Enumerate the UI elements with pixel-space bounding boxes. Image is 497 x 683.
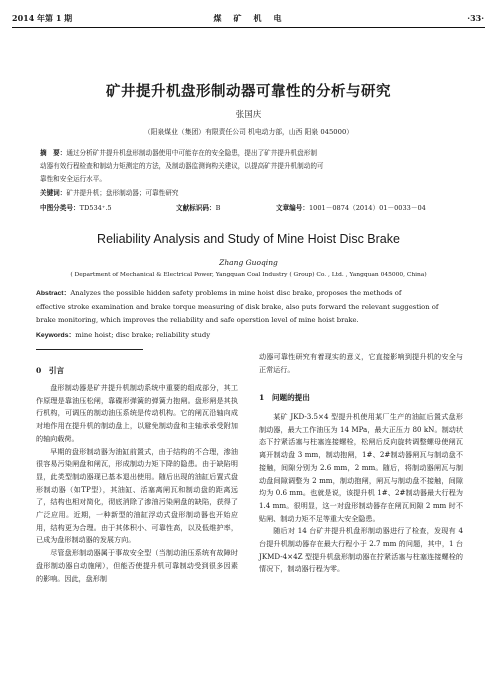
article-number-value: 1001－0874（2014）01－0033－04: [308, 204, 426, 212]
paragraph: 随后对 14 台矿井提升机盘形制动器进行了检查，发现有 4 台提升机制动器存在最大行程小于 2.7 mm 的问题，其中，1 台 JKMD-4×4Z 型提升机盘形制动器在拧紧活塞与柱塞连接螺栓的情况下，制动器行程为零。: [259, 526, 463, 574]
header-issue: 2014 年第 1 期: [12, 13, 73, 23]
affiliation-en: ( Department of Mechanical & Electrical Power, Yangquan Coal Industry ( Group) Co. , Ltd. , Yangquan 045000, China): [70, 272, 427, 278]
section-1-title: 1 问题的提出: [259, 393, 310, 402]
right-column-intro: [259, 351, 463, 376]
left-column-body: [36, 382, 238, 585]
abstract-cn-label: 摘 要：: [40, 149, 67, 157]
abstract-en: [36, 287, 470, 328]
classification-line: [40, 202, 112, 215]
keywords-en-label: Keywords：: [36, 332, 76, 339]
title-cn: 矿井提升机盘形制动器可靠性的分析与研究: [106, 83, 391, 100]
article-number-line: [276, 202, 426, 215]
article-number-label: 文章编号：: [276, 204, 309, 212]
abstract-en-line: brake monitoring, which improves the reliability and safe operstion level of mine hoist brake.: [36, 316, 359, 324]
abstract-cn-line: 靠性和安全运行水平。: [40, 175, 106, 183]
header-rule: [12, 27, 485, 28]
author-en: Zhang Guoqing: [219, 258, 278, 267]
class-number-label: 中图分类号：: [40, 204, 80, 212]
keywords-cn-label: 关键词：: [40, 189, 67, 197]
right-column-body: [259, 411, 463, 576]
keywords-cn-text: 矿井提升机；盘形制动器；可靠性研究: [66, 189, 179, 197]
affiliation-cn: （阳泉煤业（集团）有限责任公司 机电动力部，山西 阳泉 045000）: [143, 128, 354, 136]
keywords-en-text: mine hoist; disc brake; reliability study: [75, 331, 211, 339]
header-journal: 煤 矿 机 电: [213, 13, 284, 23]
paragraph: 盘形制动器是矿井提升机制动系统中重要的组成部分，其工作原理是靠油压松闸，靠碟形弹簧的弹簧力抱闸。盘形闸是其执行机构，可调压的制动油压系统是传动机构。它的闸瓦沿轴向成对地作用在提升机的制动盘上，以避免制动盘和主轴承承受附加的轴向载荷。: [36, 383, 238, 443]
abstract-cn-line: 动器有效行程检查和制动力矩测定的方法，及制动器监测询构关建议，以提高矿井提升机制动的可: [40, 162, 324, 170]
abstract-en-line: Analyzes the possible hidden safety problems in mine hoist disc brake, proposes the methods of: [70, 289, 402, 297]
doc-code-line: [176, 202, 220, 215]
paragraph: 尽管盘形制动器属于事故安全型（当制动油压系统有故障时盘形制动器自动施闸），但能否使提升机可靠制动受到很多因素的影响。因此，盘形制: [36, 548, 238, 583]
keywords-cn: [40, 187, 178, 200]
abstract-end-rule: [36, 349, 143, 350]
abstract-en-line: effective stroke examination and brake torque measuring of disk brake, also puts forward the relevant suggestion of: [36, 302, 439, 311]
paragraph: 早期的盘形制动器为油缸前置式，由于结构的不合理，渗油很容易污染闸盘和闸瓦，形成制动力矩下降的隐患。由于缺陷明显，此类型制动器现已基本退出使用。随后出现的油缸后置式盘形制动器（如TP型），其油缸、活塞离闸瓦和制动盘的距离远了，结构也相对简化，彻底消除了渗油污染闸盘的缺陷，获得了广泛应用。近期，一种新型的油缸浮动式盘形制动器也开始应用，结构更为合理。由于其体积小、可靠性高，以及低维护率，已成为盘形制动器的发展方向。: [36, 446, 238, 545]
abstract-en-label: Abstract：: [36, 290, 71, 297]
header-page-number: ·33·: [467, 13, 484, 23]
section-0-title: 0 引言: [36, 366, 65, 375]
abstract-cn: [40, 147, 470, 186]
paragraph: 动器可靠性研究有着现实的意义，它直接影响到提升机的安全与正常运行。: [259, 352, 463, 374]
keywords-en: [36, 329, 210, 339]
title-en: Reliability Analysis and Study of Mine Hoist Disc Brake: [97, 232, 400, 246]
class-number-value: TD534⁺.5: [79, 204, 112, 212]
paragraph: 某矿 JKD-3.5×4 型提升机使用某厂生产的油缸后置式盘形制动器，最大工作油压为 14 MPa，最大正压力 80 kN。制动状态下拧紧活塞与柱塞连接螺栓，松闸后反向旋转调整螺母使闸瓦离开制动盘 3 mm，制动抱闸，1#、2#制动器闸瓦与制动盘不接触，间隙分别为 2.6 mm，2 mm。随后，将制动器闸瓦与制动盘间隙调整为 2 mm，制动抱闸，闸瓦与制动盘不接触，间隙均为 0.6 mm。也就是说，该提升机 1#、2#制动器最大行程为 1.4 mm。很明显，这一对盘形制动器存在闸瓦间隙 2 mm 时不贴闸、制动力矩不足等重大安全隐患。: [259, 412, 463, 523]
author-cn: 张国庆: [235, 110, 262, 120]
doc-code-label: 文献标识码：: [176, 204, 216, 212]
abstract-cn-line: 通过分析矿井提升机盘形制动器使用中可能存在的安全隐患，提出了矿井提升机盘形制: [66, 149, 317, 157]
doc-code-value: B: [215, 204, 221, 212]
